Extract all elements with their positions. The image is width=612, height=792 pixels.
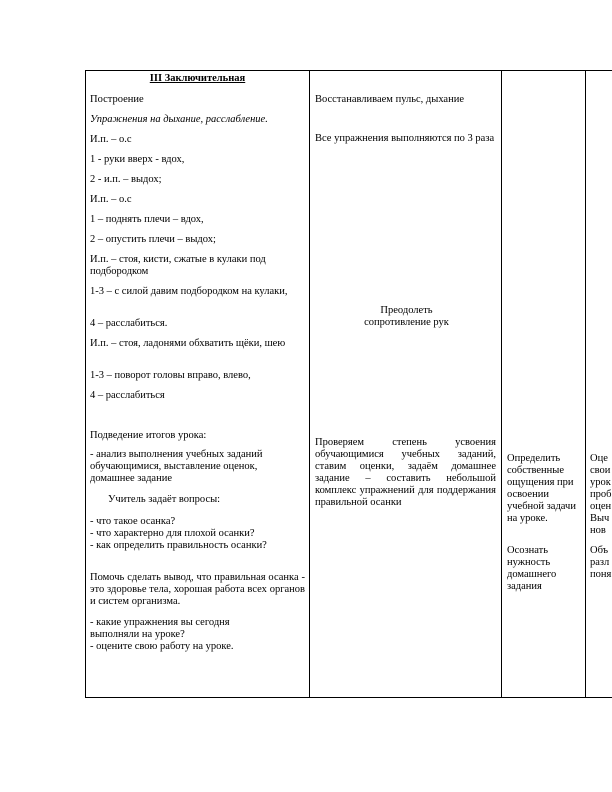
col4-lines-b <box>590 545 612 581</box>
col4-fragment: свои <box>590 465 611 476</box>
line-start-position-1: И.п. – о.с <box>90 134 132 145</box>
col4-fragment: нов <box>590 525 606 536</box>
question-item: - что характерно для плохой осанки? <box>90 528 255 539</box>
line-start-position-2: И.п. – о.с <box>90 194 132 205</box>
line-hold-cheeks: И.п. – стоя, ладонями обхватить щёки, шею <box>90 338 286 349</box>
line-exhale-1: 2 - и.п. – выдох; <box>90 174 162 185</box>
question-item: - что такое осанка? <box>90 516 176 527</box>
col4-fragment: разл <box>590 557 610 568</box>
line-formation: Построение <box>90 94 144 105</box>
line-lower-shoulders: 2 – опустить плечи – выдох; <box>90 234 216 245</box>
repeat-text: Все упражнения выполняются по 3 раза <box>315 133 495 144</box>
line-relax-1: 4 – расслабиться. <box>90 318 168 329</box>
teacher-asks: Учитель задаёт вопросы: <box>108 494 221 505</box>
line-breathing-exercises: Упражнения на дыхание, расслабление. <box>90 114 268 125</box>
conclusion-text: Помочь сделать вывод, что правильная осанка - это здоровье тела, хорошая работа всех органов и систем организма. <box>90 572 305 607</box>
col4-lines-a <box>590 453 612 537</box>
col4-fragment: проб <box>590 489 612 500</box>
col4-fragment: Оце <box>590 453 608 464</box>
summary-text: - анализ выполнения учебных заданий обучающимися, выставление оценок, домашнее задание <box>90 449 263 484</box>
homework-awareness-text: Осознать нужность домашнего задания <box>507 545 557 592</box>
final-question-2: - оцените свою работу на уроке. <box>90 641 234 652</box>
column-divider-2 <box>501 70 502 698</box>
col4-fragment: урок <box>590 477 611 488</box>
line-turn-head: 1-3 – поворот головы вправо, влево, <box>90 370 251 381</box>
col4-fragment: оцен <box>590 501 612 512</box>
section-title: III Заключительная <box>149 73 246 84</box>
resist-text <box>315 305 498 329</box>
check-text: Проверяем степень усвоения обучающимися учебных заданий, ставим оценки, задаём домашнее задание – составить небольшой комплекс упражнений для поддержания правильной осанки <box>315 437 496 508</box>
question-item: - как определить правильность осанки? <box>90 540 267 551</box>
line-arms-up: 1 - руки вверх - вдох, <box>90 154 185 165</box>
col4-fragment: Объ <box>590 545 609 556</box>
summary-heading: Подведение итогов урока: <box>90 430 207 441</box>
col4-fragment: Выч <box>590 513 610 524</box>
question-list <box>90 516 305 552</box>
line-press-chin: 1-3 – с силой давим подбородком на кулаки, <box>90 286 288 297</box>
col4-fragment: поня <box>590 569 612 580</box>
column-divider-1 <box>309 70 310 698</box>
table-top-border <box>85 70 612 71</box>
line-relax-2: 4 – расслабиться <box>90 390 165 401</box>
line-raise-shoulders: 1 – поднять плечи – вдох, <box>90 214 204 225</box>
column-divider-3 <box>585 70 586 698</box>
table-left-border <box>85 70 86 698</box>
reflect-text: Определить собственные ощущения при освоении учебной задачи на уроке. <box>507 453 576 524</box>
pulse-text: Восстанавливаем пульс, дыхание <box>315 94 464 105</box>
resist-line: Преодолеть <box>380 305 433 316</box>
final-question-1: - какие упражнения вы сегодня выполняли на уроке? <box>90 617 230 640</box>
line-fists-under-chin: И.п. – стоя, кисти, сжатые в кулаки под подбородком <box>90 254 266 277</box>
table-bottom-border <box>85 697 612 698</box>
resist-line: сопротивление рук <box>364 317 449 328</box>
